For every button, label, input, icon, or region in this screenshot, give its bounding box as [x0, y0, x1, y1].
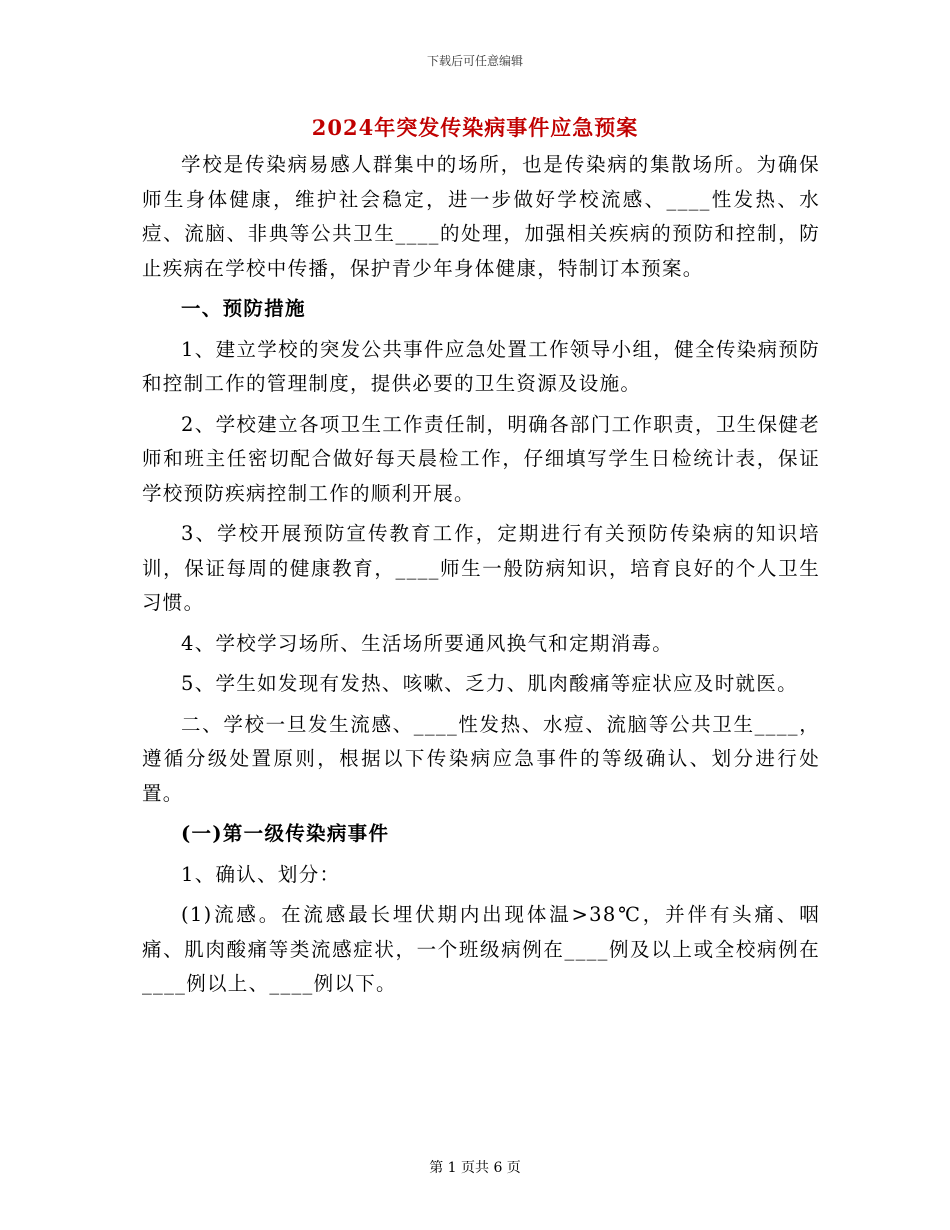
confirm-classify-heading: 1、确认、划分：	[181, 862, 341, 886]
flu-criteria-paragraph: (1)流感。在流感最长埋伏期内出现体温>38℃，并伴有头痛、咽痛、肌肉酸痛等类流感症状，一个班级病例在____例及以上或全校病例在____例以上、____例以下。	[142, 903, 820, 995]
section-heading-prevention: 一、预防措施	[181, 297, 306, 320]
page-footer: 第 1 页共 6 页	[429, 1160, 521, 1176]
subsection-heading-level-1: (一)第一级传染病事件	[181, 822, 390, 845]
prevention-item-3: 3、学校开展预防宣传教育工作，定期进行有关预防传染病的知识培训，保证每周的健康教育，____师生一般防病知识，培育良好的个人卫生习惯。	[142, 522, 820, 614]
page-header: 下载后可任意编辑	[426, 54, 523, 68]
prevention-item-4: 4、学校学习场所、生活场所要通风换气和定期消毒。	[181, 631, 674, 655]
document-body	[142, 148, 820, 1008]
prevention-item-5: 5、学生如发现有发热、咳嗽、乏力、肌肉酸痛等症状应及时就医。	[181, 672, 798, 695]
prevention-item-2: 2、学校建立各项卫生工作责任制，明确各部门工作职责，卫生保健老师和班主任密切配合做好每天晨检工作，仔细填写学生日检统计表，保证学校预防疾病控制工作的顺利开展。	[142, 412, 820, 505]
prevention-item-1: 1、建立学校的突发公共事件应急处置工作领导小组，健全传染病预防和控制工作的管理制度，提供必要的卫生资源及设施。	[142, 337, 820, 395]
document-title: 2024年突发传染病事件应急预案	[311, 115, 639, 140]
section-paragraph-response: 二、学校一旦发生流感、____性发热、水痘、流脑等公共卫生____，遵循分级处置原则，根据以下传染病应急事件的等级确认、划分进行处置。	[142, 712, 820, 805]
intro-paragraph: 学校是传染病易感人群集中的场所，也是传染病的集散场所。为确保师生身体健康，维护社会稳定，进一步做好学校流感、____性发热、水痘、流脑、非典等公共卫生____的处理，加强相关疾病的预防和控制，防止疾病在学校中传播，保护青少年身体健康，特制订本预案。	[142, 153, 820, 280]
